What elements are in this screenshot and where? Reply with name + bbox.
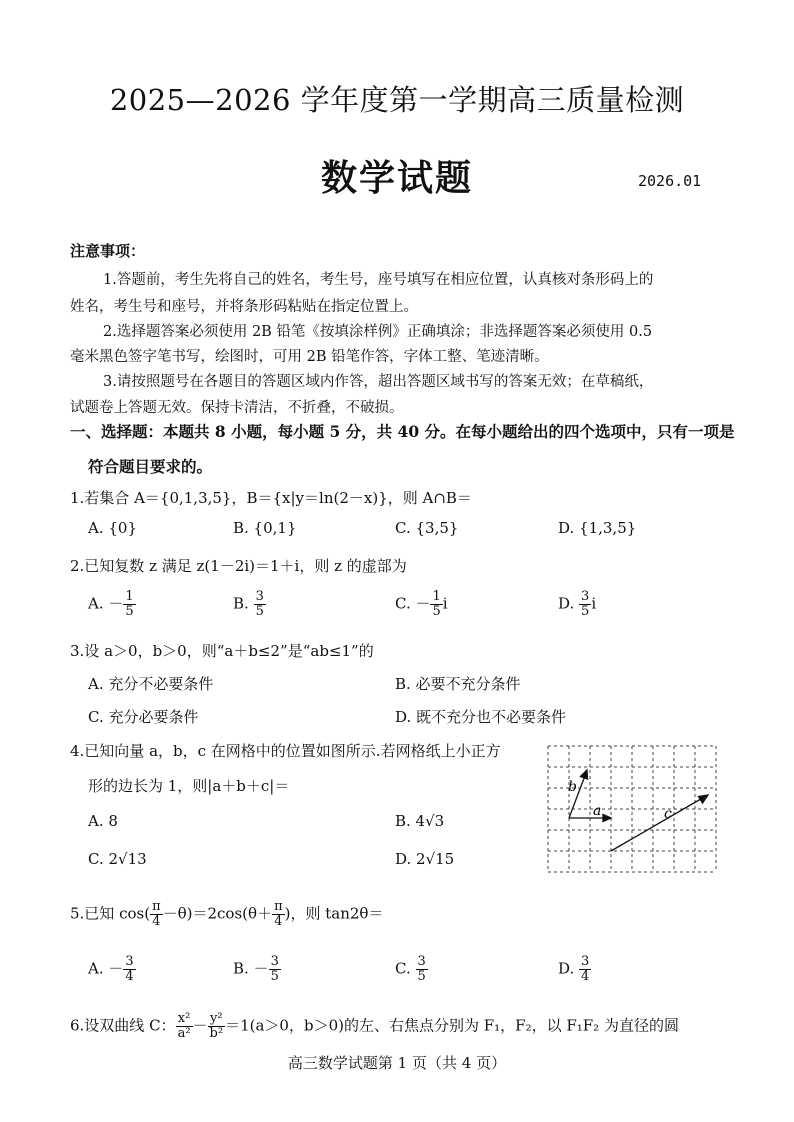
vector-b-label: b <box>568 779 577 795</box>
q5-stem: 5.已知 cos( $\frac{\pi}{4}$ －θ)＝2cos(θ＋ $\frac{\pi}{4}$ )，则 tan2θ＝ <box>70 899 384 929</box>
exam-title: 2025—2026 学年度第一学期高三质量检测 <box>109 83 685 117</box>
vector-c-line <box>611 796 706 851</box>
note-2-line-2: 毫米黑色签字笔书写，绘图时，可用 2B 铅笔作答，字体工整、笔迹清晰。 <box>70 349 549 365</box>
q1-option-a: A. {0} <box>88 519 137 537</box>
q4-option-b: B. 4√3 <box>395 812 445 830</box>
q3-stem: 3.设 a＞0，b＞0，则“a＋b≤2”是“ab≤1”的 <box>70 642 374 660</box>
q4-option-c: C. 2√13 <box>88 850 147 868</box>
vector-c-arrowhead <box>699 795 709 803</box>
q1-option-d: D. {1,3,5} <box>558 519 637 537</box>
q4-stem-line-1: 4.已知向量 a，b，c 在网格中的位置如图所示.若网格纸上小正方 <box>70 742 501 760</box>
vector-b-arrowhead <box>581 770 588 779</box>
grid-lines <box>548 746 716 872</box>
notes-heading: 注意事项： <box>70 242 146 260</box>
q5-option-d: D. $\frac{3}{4}$ <box>558 954 590 984</box>
vector-a-label: a <box>593 803 602 819</box>
q1-option-b: B. {0,1} <box>233 519 297 537</box>
q2-option-d: D. $\frac{3}{5}$ i <box>558 589 597 619</box>
q4-vector-grid-figure <box>540 740 730 875</box>
q5-option-c: C. $\frac{3}{5}$ <box>395 954 426 984</box>
q4-stem-line-2: 形的边长为 1，则|a＋b＋c|＝ <box>88 777 290 795</box>
q3-option-b: B. 必要不充分条件 <box>395 675 521 693</box>
q4-option-a: A. 8 <box>88 812 118 830</box>
q6-stem: 6.设双曲线 C： $\frac{\text{x²}}{\text{a²}}$ － $\frac{\text{y²}}{\text{b²}}$ ＝1(a＞0，b＞0)的左、右焦点分别为 F₁，F₂，以 F₁F₂ 为直径的圆 <box>70 1011 679 1041</box>
note-1-line-1: 1.答题前，考生先将自己的姓名，考生号，座号填写在相应位置，认真核对条形码上的 <box>103 272 654 288</box>
note-3-line-1: 3.请按照题号在各题目的答题区域内作答，超出答题区域书写的答案无效；在草稿纸， <box>103 374 654 390</box>
q3-option-a: A. 充分不必要条件 <box>88 675 214 693</box>
note-3-line-2: 试题卷上答题无效。保持卡清洁，不折叠，不破损。 <box>70 400 404 416</box>
q1-stem: 1.若集合 A＝{0,1,3,5}，B＝{x|y＝ln(2－x)}，则 A∩B＝ <box>70 489 472 507</box>
subject-title: 数学试题 <box>320 157 473 199</box>
q5-option-b: B. － $\frac{3}{5}$ <box>233 954 279 984</box>
note-1-line-2: 姓名，考生号和座号，并将条形码粘贴在指定位置上。 <box>70 299 418 315</box>
q5-option-a: A. － $\frac{3}{4}$ <box>88 954 134 984</box>
section-1-heading-cont: 符合题目要求的。 <box>88 457 213 476</box>
vector-c-label: c <box>664 806 672 822</box>
page-footer: 高三数学试题第 1 页（共 4 页） <box>287 1054 507 1072</box>
section-1-heading: 一、选择题：本题共 8 小题，每小题 5 分，共 40 分。在每小题给出的四个选项中，只有一项是 <box>70 422 735 441</box>
q1-option-c: C. {3,5} <box>395 519 459 537</box>
q2-option-a: A. － $\frac{1}{5}$ <box>88 589 134 619</box>
exam-date: 2026.01 <box>638 172 702 190</box>
q3-option-d: D. 既不充分也不必要条件 <box>395 708 567 726</box>
q2-option-c: C. － $\frac{1}{5}$ i <box>395 589 448 619</box>
q4-option-d: D. 2√15 <box>395 850 455 868</box>
vector-a-arrowhead <box>603 815 611 822</box>
q2-stem: 2.已知复数 z 满足 z(1－2i)＝1＋i，则 z 的虚部为 <box>70 557 407 575</box>
note-2-line-1: 2.选择题答案必须使用 2B 铅笔《按填涂样例》正确填涂；非选择题答案必须使用 0.5 <box>103 324 653 340</box>
q3-option-c: C. 充分必要条件 <box>88 708 199 726</box>
q2-option-b: B. $\frac{3}{5}$ <box>233 589 264 619</box>
